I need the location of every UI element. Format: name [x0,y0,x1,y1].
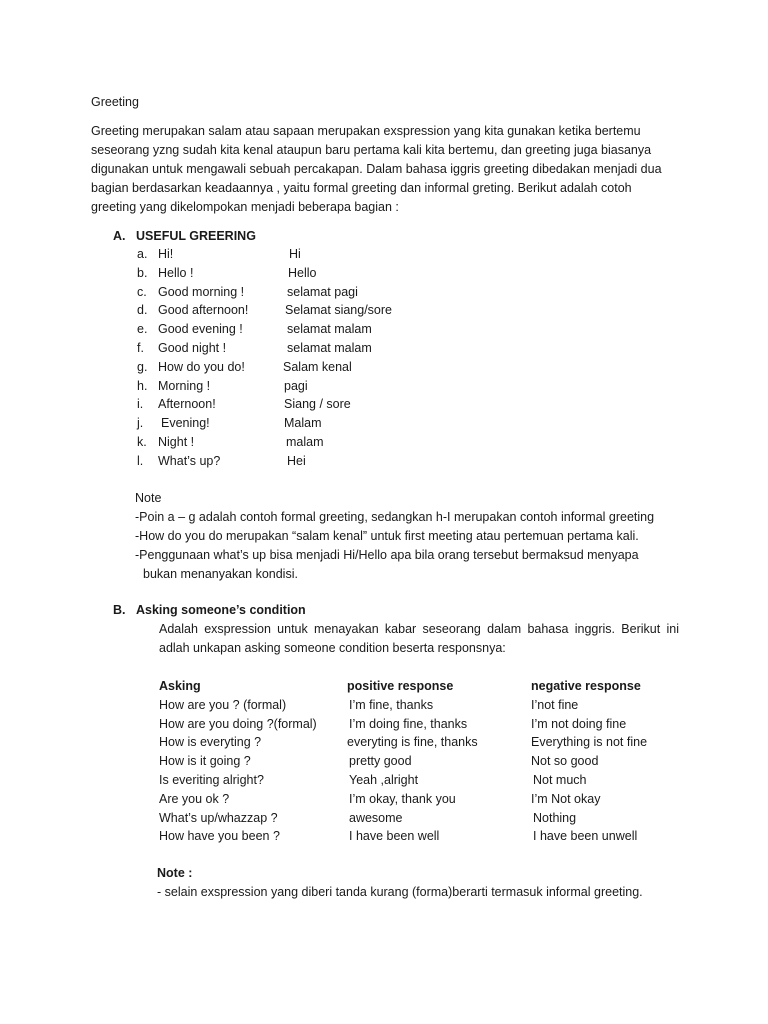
item-letter: a. [137,247,148,261]
table-cell: I’m okay, thank you [349,791,456,806]
item-english: Good evening ! [158,322,243,337]
item-letter: f. [137,340,144,355]
note-label: Note [135,491,162,505]
note-line: -Poin a – g adalah contoh formal greeting, sedangkan h-I merupakan contoh informal greeting [135,510,655,524]
item-letter: c. [137,284,147,299]
table-cell: Yeah ,alright [349,772,419,787]
item-indonesian: selamat malam [287,322,372,337]
table-cell: Nothing [533,810,577,825]
description-line: Adalah exspression untuk menayakan kabar seseorang dalam bahasa inggris. Berikut ini [159,622,679,636]
section-b-title: Asking someone’s condition [136,603,306,617]
item-english: Good morning ! [158,284,245,299]
section-a-heading [113,227,256,246]
item-indonesian: selamat pagi [287,284,358,299]
item-letter: e. [137,322,148,337]
item-letter: b. [137,265,148,280]
table-cell: Are you ok ? [159,791,230,806]
table-cell: I’not fine [531,697,579,712]
table-cell: I’m not doing fine [531,716,627,731]
column-header: negative response [531,679,641,693]
item-english: How do you do! [158,359,245,374]
table-cell: Everything is not fine [531,735,648,750]
item-indonesian: Siang / sore [284,397,351,412]
intro-line: bagian berdasarkan keadaannya , yaitu formal greeting dan informal greting. Berikut adalah cotoh [91,181,632,195]
item-letter: k. [137,434,147,449]
table-cell: I’m fine, thanks [349,697,434,712]
column-header: positive response [347,679,454,693]
item-english: Good night ! [158,340,227,355]
item-english: Hi! [158,247,174,261]
intro-line: greeting yang dikelompokan menjadi beberapa bagian : [91,200,399,214]
item-indonesian: Malam [284,416,322,431]
section-b-description [159,620,679,658]
note-block-2 [157,864,643,902]
item-english: What’s up? [158,453,221,468]
note-line: bukan menanyakan kondisi. [143,567,298,581]
item-letter: d. [137,303,148,318]
intro-line: digunakan untuk mengawali sebuah percakapan. Dalam bahasa iggris greeting dibedakan menjadi dua [91,162,662,176]
table-cell: I have been well [349,829,440,844]
item-letter: g. [137,359,148,374]
table-cell: I have been unwell [533,829,638,844]
item-indonesian: Hei [287,453,306,468]
table-cell: I’m doing fine, thanks [349,716,468,731]
item-letter: i. [137,397,144,412]
item-english: Afternoon! [158,397,216,412]
note-label: Note : [157,866,193,880]
table-cell: Is everiting alright? [159,772,264,787]
note-line: -Penggunaan what’s up bisa menjadi Hi/Hello apa bila orang tersebut bermaksud menyapa [135,548,639,562]
item-english: Evening! [161,416,210,431]
section-a-number: A. [113,229,126,243]
item-letter: l. [137,453,144,468]
page-title: Greeting [91,95,139,109]
section-b-heading [113,601,306,620]
section-a-title: USEFUL GREERING [136,229,256,243]
note-block [135,489,654,584]
item-english: Morning ! [158,378,211,393]
item-letter: j. [137,416,144,431]
note-line: -How do you do merupakan “salam kenal” untuk first meeting atau pertemuan pertama kali. [135,529,639,543]
table-cell: I’m Not okay [531,791,601,806]
intro-paragraph [91,122,681,217]
table-cell: Not so good [531,754,599,769]
item-indonesian: selamat malam [287,340,372,355]
item-indonesian: malam [286,434,324,449]
table-cell: How have you been ? [159,829,280,844]
table-cell: How is it going ? [159,754,251,769]
table-cell: What’s up/whazzap ? [159,810,278,825]
item-indonesian: Salam kenal [283,359,352,374]
item-english: Good afternoon! [158,303,249,318]
table-cell: How are you ? (formal) [159,697,287,712]
item-english: Hello ! [158,265,194,280]
table-cell: pretty good [349,754,412,769]
table-cell: How is everyting ? [159,735,262,750]
item-indonesian: Selamat siang/sore [285,303,393,318]
item-letter: h. [137,378,148,393]
table-cell: Not much [533,772,587,787]
intro-line: seseorang yzng sudah kita kenal ataupun baru pertama kali kita bertemu, dan greeting juga biasanya [91,143,652,157]
item-indonesian: pagi [284,378,308,393]
item-indonesian: Hi [289,247,301,261]
intro-line: Greeting merupakan salam atau sapaan merupakan exspression yang kita gunakan ketika bertemu [91,124,641,138]
column-header: Asking [159,679,201,693]
table-cell: awesome [349,810,403,825]
table-cell: everyting is fine, thanks [347,735,478,750]
item-indonesian: Hello [288,265,317,280]
item-english: Night ! [158,434,195,449]
description-line: adlah unkapan asking someone condition beserta responsnya: [159,641,506,655]
note-line: - selain exspression yang diberi tanda kurang (forma)berarti termasuk informal greeting. [157,885,643,899]
table-cell: How are you doing ?(formal) [159,716,317,731]
section-b-number: B. [113,603,126,617]
